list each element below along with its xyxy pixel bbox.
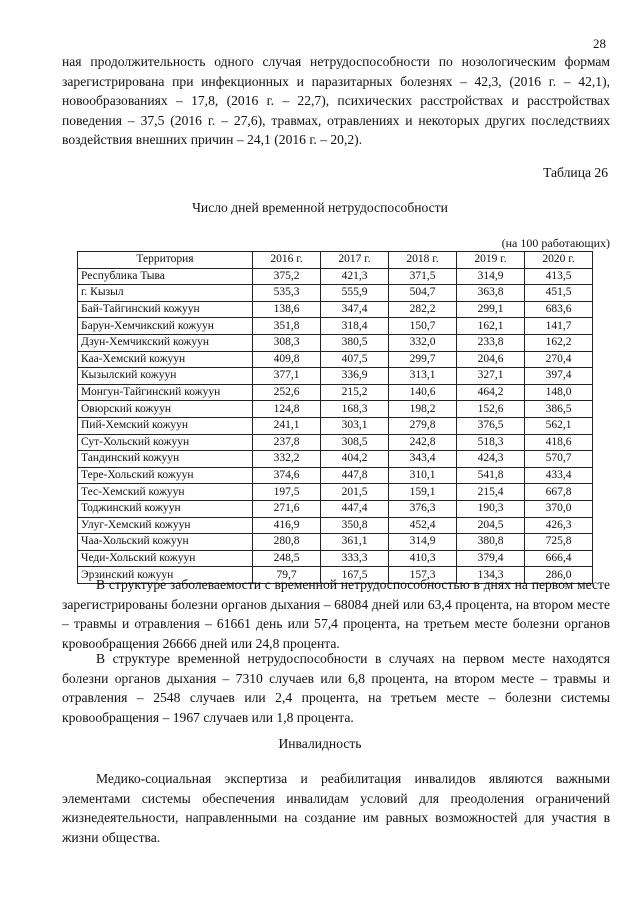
table-row — [78, 285, 593, 302]
value-cell: 141,7 — [525, 318, 593, 335]
value-cell: 343,4 — [389, 451, 457, 468]
value-cell: 138,6 — [253, 301, 321, 318]
value-cell: 241,1 — [253, 417, 321, 434]
value-cell: 215,2 — [321, 384, 389, 401]
territory-cell: Каа-Хемский кожуун — [78, 351, 253, 368]
table-row — [78, 384, 593, 401]
table-row — [78, 550, 593, 567]
value-cell: 286,0 — [525, 567, 593, 584]
value-cell: 375,2 — [253, 268, 321, 285]
value-cell: 371,5 — [389, 268, 457, 285]
value-cell: 237,8 — [253, 434, 321, 451]
table-row — [78, 484, 593, 501]
value-cell: 416,9 — [253, 517, 321, 534]
value-cell: 570,7 — [525, 451, 593, 468]
table-unit: (на 100 работающих) — [501, 236, 610, 250]
value-cell: 376,5 — [457, 417, 525, 434]
value-cell: 518,3 — [457, 434, 525, 451]
table-row — [78, 268, 593, 285]
value-cell: 374,6 — [253, 467, 321, 484]
territory-cell: Чаа-Хольский кожуун — [78, 534, 253, 551]
table-row — [78, 500, 593, 517]
value-cell: 148,0 — [525, 384, 593, 401]
value-cell: 447,8 — [321, 467, 389, 484]
value-cell: 124,8 — [253, 401, 321, 418]
value-cell: 377,1 — [253, 368, 321, 385]
value-cell: 413,5 — [525, 268, 593, 285]
header-year: 2020 г. — [525, 252, 593, 269]
value-cell: 333,3 — [321, 550, 389, 567]
value-cell: 197,5 — [253, 484, 321, 501]
territory-cell: Пий-Хемский кожуун — [78, 417, 253, 434]
header-year: 2017 г. — [321, 252, 389, 269]
value-cell: 233,8 — [457, 334, 525, 351]
value-cell: 201,5 — [321, 484, 389, 501]
territory-cell: Республика Тыва — [78, 268, 253, 285]
value-cell: 282,2 — [389, 301, 457, 318]
table-row — [78, 517, 593, 534]
value-cell: 310,1 — [389, 467, 457, 484]
section-heading: Инвалидность — [278, 736, 362, 751]
value-cell: 504,7 — [389, 285, 457, 302]
sick-leave-days-table — [77, 251, 593, 584]
paragraph-structure-cases: В структуре временной нетрудоспособности в случаях на первом месте находятся болезни органов дыхания – 7310 случаев или 6,8 процента, на втором месте – травмы и отравления – 2548 случаев или 2,4 процента, на третьем месте – болезни системы кровообращения – 1967 случаев или 1,8 процента. — [62, 651, 610, 725]
value-cell: 535,3 — [253, 285, 321, 302]
value-cell: 279,8 — [389, 417, 457, 434]
territory-cell: Тоджинский кожуун — [78, 500, 253, 517]
table-row — [78, 334, 593, 351]
value-cell: 79,7 — [253, 567, 321, 584]
table-row — [78, 467, 593, 484]
value-cell: 667,8 — [525, 484, 593, 501]
header-year: 2019 г. — [457, 252, 525, 269]
page-number: 28 — [593, 36, 606, 51]
territory-cell: Дзун-Хемчикский кожуун — [78, 334, 253, 351]
value-cell: 404,2 — [321, 451, 389, 468]
value-cell: 242,8 — [389, 434, 457, 451]
value-cell: 409,8 — [253, 351, 321, 368]
header-territory: Территория — [78, 252, 253, 269]
value-cell: 168,3 — [321, 401, 389, 418]
value-cell: 280,8 — [253, 534, 321, 551]
value-cell: 327,1 — [457, 368, 525, 385]
territory-cell: Кызылский кожуун — [78, 368, 253, 385]
value-cell: 167,5 — [321, 567, 389, 584]
value-cell: 152,6 — [457, 401, 525, 418]
value-cell: 308,5 — [321, 434, 389, 451]
value-cell: 379,4 — [457, 550, 525, 567]
value-cell: 140,6 — [389, 384, 457, 401]
value-cell: 351,8 — [253, 318, 321, 335]
table-row — [78, 401, 593, 418]
value-cell: 190,3 — [457, 500, 525, 517]
value-cell: 299,7 — [389, 351, 457, 368]
territory-cell: Тес-Хемский кожуун — [78, 484, 253, 501]
table-row — [78, 351, 593, 368]
value-cell: 666,4 — [525, 550, 593, 567]
table-row — [78, 301, 593, 318]
value-cell: 376,3 — [389, 500, 457, 517]
value-cell: 134,3 — [457, 567, 525, 584]
value-cell: 683,6 — [525, 301, 593, 318]
value-cell: 347,4 — [321, 301, 389, 318]
value-cell: 725,8 — [525, 534, 593, 551]
value-cell: 299,1 — [457, 301, 525, 318]
value-cell: 162,1 — [457, 318, 525, 335]
territory-cell: Чеди-Хольский кожуун — [78, 550, 253, 567]
value-cell: 421,3 — [321, 268, 389, 285]
territory-cell: Тандинский кожуун — [78, 451, 253, 468]
value-cell: 303,1 — [321, 417, 389, 434]
territory-cell: Сут-Хольский кожуун — [78, 434, 253, 451]
value-cell: 204,6 — [457, 351, 525, 368]
value-cell: 447,4 — [321, 500, 389, 517]
paragraph-structure-days: В структуре заболеваемости с временной нетрудоспособностью в днях на первом месте зарегистрированы болезни органов дыхания – 68084 дней или 63,4 процента, на втором месте – травмы и отравления – 61661 день или 57,4 процента, на третьем месте болезни органов кровообращения 26666 дней или 24,8 процента. — [62, 577, 610, 651]
territory-cell: г. Кызыл — [78, 285, 253, 302]
territory-cell: Эрзинский кожуун — [78, 567, 253, 584]
table-row — [78, 318, 593, 335]
value-cell: 150,7 — [389, 318, 457, 335]
value-cell: 386,5 — [525, 401, 593, 418]
territory-cell: Бай-Тайгинский кожуун — [78, 301, 253, 318]
value-cell: 318,4 — [321, 318, 389, 335]
value-cell: 397,4 — [525, 368, 593, 385]
value-cell: 433,4 — [525, 467, 593, 484]
territory-cell: Тере-Хольский кожуун — [78, 467, 253, 484]
value-cell: 541,8 — [457, 467, 525, 484]
territory-cell: Овюрский кожуун — [78, 401, 253, 418]
value-cell: 407,5 — [321, 351, 389, 368]
territory-cell: Монгун-Тайгинский кожуун — [78, 384, 253, 401]
value-cell: 162,2 — [525, 334, 593, 351]
value-cell: 252,6 — [253, 384, 321, 401]
territory-cell: Улуг-Хемский кожуун — [78, 517, 253, 534]
value-cell: 426,3 — [525, 517, 593, 534]
table-row — [78, 417, 593, 434]
value-cell: 336,9 — [321, 368, 389, 385]
territory-cell: Барун-Хемчикский кожуун — [78, 318, 253, 335]
value-cell: 410,3 — [389, 550, 457, 567]
value-cell: 555,9 — [321, 285, 389, 302]
value-cell: 451,5 — [525, 285, 593, 302]
table-row — [78, 451, 593, 468]
value-cell: 350,8 — [321, 517, 389, 534]
table-label: Таблица 26 — [543, 165, 608, 180]
paragraph-intro: ная продолжительность одного случая нетрудоспособности по нозологическим формам зарегистрирована при инфекционных и паразитарных болезнях – 42,3, (2016 г. – 42,1), новообразованиях – 17,8, (2016 г. – 22,7), психических расстройствах и расстройствах поведения – 37,5 (2016 г. – 27,6), травмах, отравлениях и некоторых других последствиях воздействия внешних причин – 24,1 (2016 г. – 20,2). — [62, 54, 610, 147]
value-cell: 270,4 — [525, 351, 593, 368]
value-cell: 424,3 — [457, 451, 525, 468]
header-year: 2016 г. — [253, 252, 321, 269]
value-cell: 332,2 — [253, 451, 321, 468]
table-body — [78, 268, 593, 583]
value-cell: 308,3 — [253, 334, 321, 351]
value-cell: 198,2 — [389, 401, 457, 418]
value-cell: 271,6 — [253, 500, 321, 517]
value-cell: 452,4 — [389, 517, 457, 534]
value-cell: 248,5 — [253, 550, 321, 567]
value-cell: 464,2 — [457, 384, 525, 401]
value-cell: 332,0 — [389, 334, 457, 351]
value-cell: 380,5 — [321, 334, 389, 351]
value-cell: 418,6 — [525, 434, 593, 451]
value-cell: 361,1 — [321, 534, 389, 551]
value-cell: 314,9 — [389, 534, 457, 551]
value-cell: 314,9 — [457, 268, 525, 285]
value-cell: 313,1 — [389, 368, 457, 385]
value-cell: 215,4 — [457, 484, 525, 501]
table-row — [78, 534, 593, 551]
value-cell: 157,3 — [389, 567, 457, 584]
value-cell: 370,0 — [525, 500, 593, 517]
paragraph-disability: Медико-социальная экспертиза и реабилитация инвалидов являются важными элементами системы обеспечения инвалидам условий для преодоления ограничений жизнедеятельности, направленными на создание им равных возможностей для участия в жизни общества. — [62, 771, 610, 845]
header-year: 2018 г. — [389, 252, 457, 269]
value-cell: 363,8 — [457, 285, 525, 302]
table-title: Число дней временной нетрудоспособности — [192, 200, 448, 215]
value-cell: 380,8 — [457, 534, 525, 551]
table-header-row — [78, 252, 593, 269]
table-row — [78, 368, 593, 385]
value-cell: 204,5 — [457, 517, 525, 534]
value-cell: 562,1 — [525, 417, 593, 434]
value-cell: 159,1 — [389, 484, 457, 501]
table-row — [78, 434, 593, 451]
